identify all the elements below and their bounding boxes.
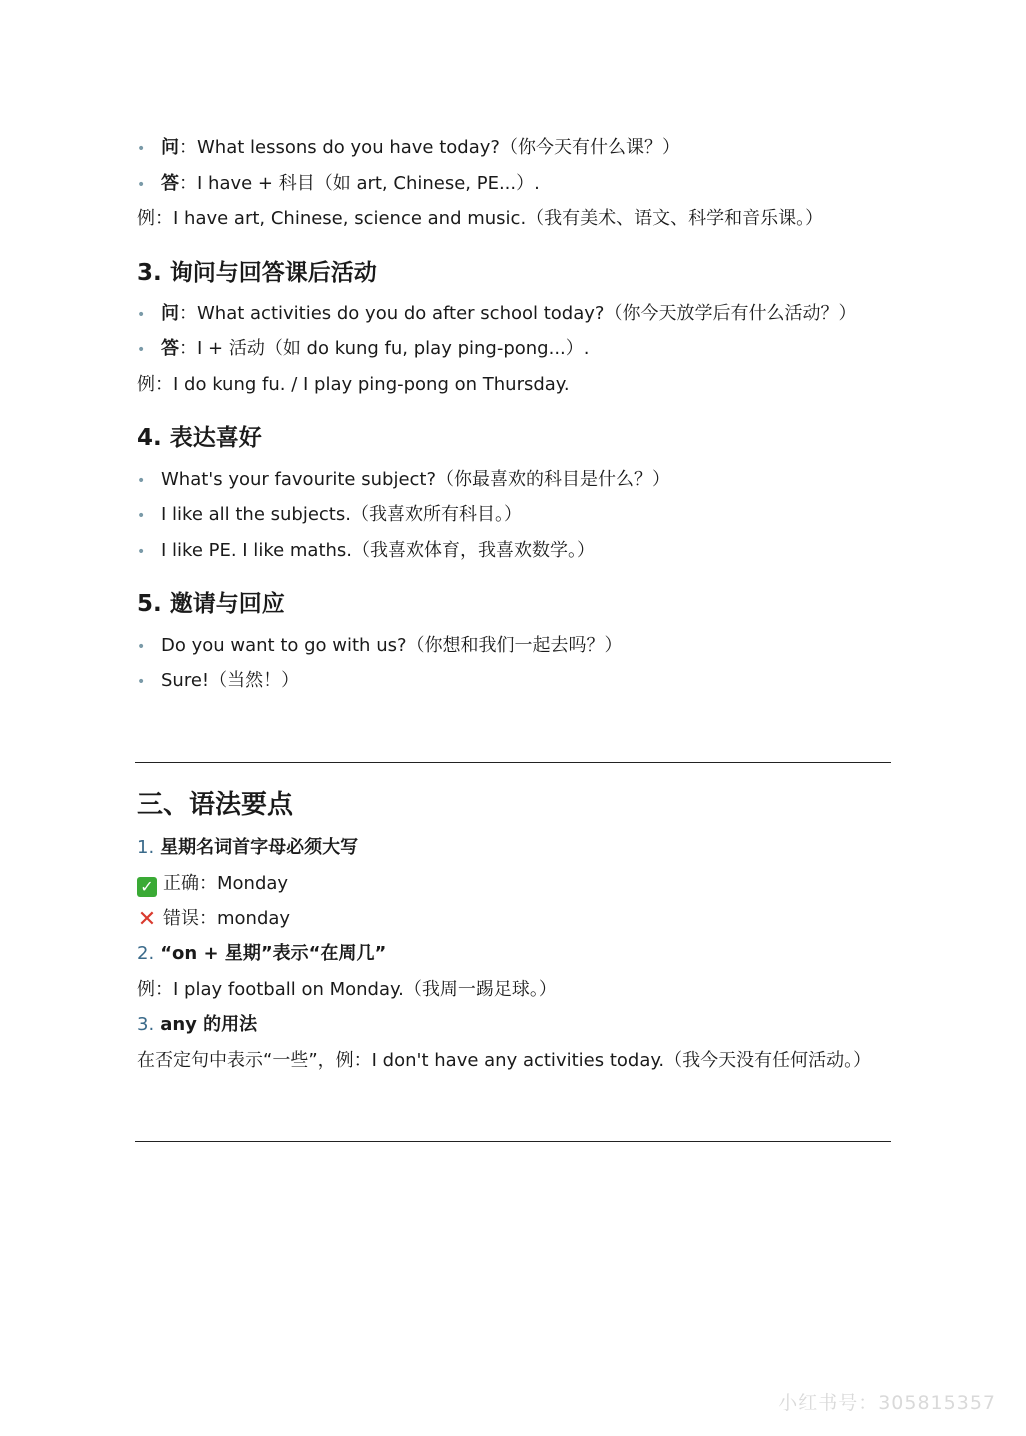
- list-item: [137, 634, 623, 659]
- bullet-icon: •: [137, 473, 146, 489]
- answer-label: 答: [161, 173, 179, 194]
- section-title: 三、语法要点: [137, 790, 294, 820]
- example-text: 例：I have art, Chinese, science and music.（我有美术、语文、科学和音乐课。）: [137, 208, 824, 229]
- list-item: [137, 539, 595, 564]
- watermark: 小红书号：305815357: [778, 1392, 996, 1414]
- list-item-text: What's your favourite subject?（你最喜欢的科目是什么？）: [161, 469, 671, 490]
- question-text: ：What lessons do you have today?（你今天有什么课？）: [179, 137, 680, 158]
- divider: [135, 762, 891, 763]
- bullet-icon: •: [137, 674, 146, 690]
- point-number: 1.: [137, 837, 155, 858]
- list-item-text: Do you want to go with us?（你想和我们一起去吗？）: [161, 635, 623, 656]
- grammar-point-1: [137, 836, 358, 860]
- list-item: [137, 669, 299, 694]
- bullet-icon: •: [137, 141, 146, 157]
- list-item: [137, 503, 522, 528]
- list-item-text: I like PE. I like maths.（我喜欢体育，我喜欢数学。）: [161, 540, 596, 561]
- question-item: [137, 136, 680, 161]
- grammar-point-3: [137, 1013, 257, 1037]
- bullet-icon: •: [137, 639, 146, 655]
- bullet-icon: •: [137, 508, 146, 524]
- answer-item: [137, 337, 589, 362]
- explanation-text: 在否定句中表示“一些”，例：I don't have any activities today.（我今天没有任何活动。）: [137, 1050, 872, 1071]
- wrong-text: 错误：monday: [163, 908, 291, 929]
- answer-item: [137, 172, 540, 197]
- answer-text: ：I + 活动（如 do kung fu, play ping-pong...）.: [179, 338, 590, 359]
- answer-text: ：I have + 科目（如 art, Chinese, PE...）.: [179, 173, 540, 194]
- check-icon: ✓: [137, 877, 157, 897]
- grammar-point-2: [137, 942, 386, 966]
- cross-icon: ✕: [137, 907, 157, 932]
- point-number: 3.: [137, 1014, 155, 1035]
- point-title: any 的用法: [160, 1014, 258, 1035]
- point-title: 星期名词首字母必须大写: [160, 837, 359, 858]
- example-text: 例：I do kung fu. / I play ping-pong on Thursday.: [137, 374, 570, 395]
- bullet-icon: •: [137, 342, 146, 358]
- wrong-example: [137, 907, 290, 931]
- correct-text: 正确：Monday: [163, 873, 289, 894]
- bullet-icon: •: [137, 307, 146, 323]
- point-title: “on + 星期”表示“在周几”: [160, 943, 387, 964]
- section-heading-4: 4. 表达喜好: [137, 425, 262, 451]
- question-item: [137, 302, 856, 327]
- correct-example: [137, 872, 288, 897]
- list-item-text: Sure!（当然！）: [161, 670, 300, 691]
- bullet-icon: •: [137, 177, 146, 193]
- divider: [135, 1141, 891, 1142]
- question-label: 问: [161, 137, 179, 158]
- point-number: 2.: [137, 943, 155, 964]
- question-label: 问: [161, 303, 179, 324]
- section-heading-5: 5. 邀请与回应: [137, 591, 285, 617]
- bullet-icon: •: [137, 544, 146, 560]
- list-item: [137, 468, 670, 493]
- section-heading-3: 3. 询问与回答课后活动: [137, 260, 377, 286]
- answer-label: 答: [161, 338, 179, 359]
- list-item-text: I like all the subjects.（我喜欢所有科目。）: [161, 504, 522, 525]
- example-text: 例：I play football on Monday.（我周一踢足球。）: [137, 979, 557, 1000]
- question-text: ：What activities do you do after school today?（你今天放学后有什么活动？）: [179, 303, 857, 324]
